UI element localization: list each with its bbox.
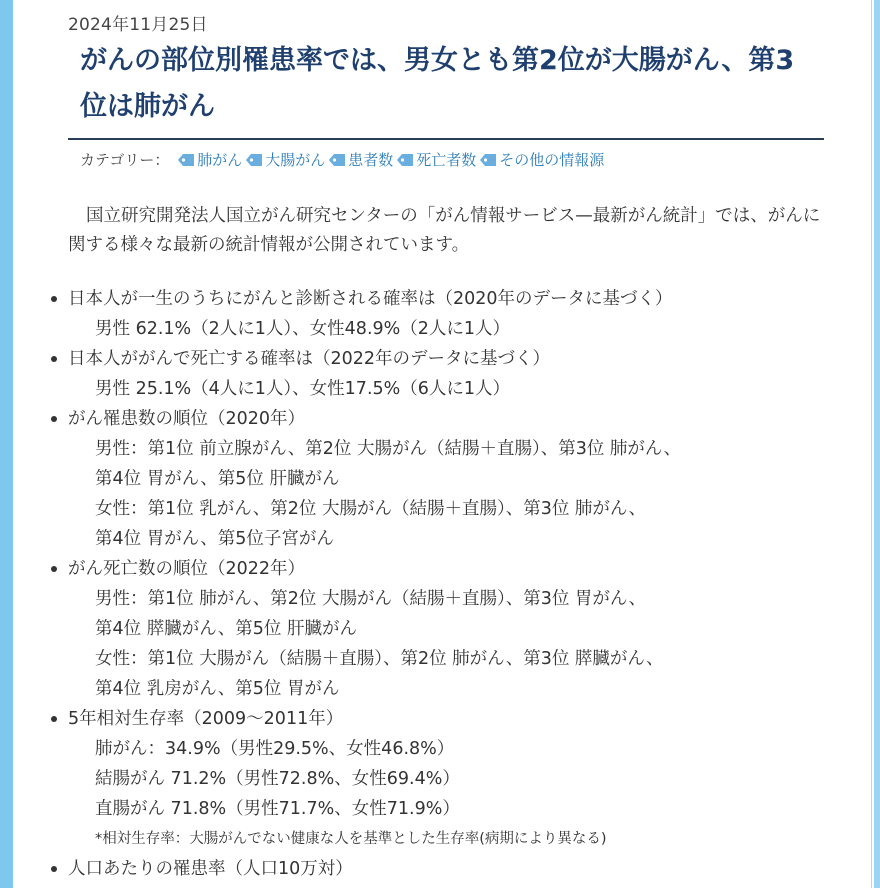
category-link[interactable] — [480, 151, 604, 169]
bullet-dot — [51, 716, 57, 722]
list-item-heading: 5年相対生存率（2009～2011年） — [68, 709, 344, 729]
category-link-label: 肺がん — [197, 151, 243, 169]
bullet-dot — [51, 296, 57, 302]
bullet-dot — [51, 356, 57, 362]
category-link-label: 患者数 — [348, 151, 394, 169]
list-item — [68, 704, 848, 854]
list-item-detail: 女性：第1位 大腸がん（結腸＋直腸）、第2位 肺がん、第3位 膵臓がん、 — [95, 649, 664, 669]
list-item-detail: 男性 25.1%（4人に1人）、女性17.5%（6人に1人） — [95, 379, 511, 399]
list-item — [68, 344, 848, 404]
category-link-label: 大腸がん — [265, 151, 326, 169]
list-item — [68, 554, 848, 704]
list-item — [68, 854, 848, 884]
intro-paragraph: 国立研究開発法人国立がん研究センターの「がん情報サービス—最新がん統計」では、がんに関する様々な最新の統計情報が公開されています。 — [68, 206, 821, 255]
list-item-detail: 直腸がん 71.8%（男性71.7%、女性71.9%） — [95, 799, 460, 819]
tag-icon — [329, 152, 345, 164]
list-item-detail: 男性：第1位 前立腺がん、第2位 大腸がん（結腸＋直腸）、第3位 肺がん、 — [95, 439, 681, 459]
tag-icon — [246, 152, 262, 164]
category-link[interactable] — [397, 151, 476, 169]
right-accent-bar — [874, 0, 880, 888]
list-item-heading: 日本人ががんで死亡する確率は（2022年のデータに基づく） — [68, 349, 551, 369]
list-item-heading: がん死亡数の順位（2022年） — [68, 559, 306, 579]
category-link-label: 死亡者数 — [416, 151, 477, 169]
list-item-heading: 人口あたりの罹患率（人口10万対） — [68, 859, 353, 879]
list-item — [68, 284, 848, 344]
post-date: 2024年11月25日 — [68, 15, 208, 35]
list-item-detail: 男性：第1位 肺がん、第2位 大腸がん（結腸＋直腸）、第3位 胃がん、 — [95, 589, 646, 609]
list-item-heading: 日本人が一生のうちにがんと診断される確率は（2020年のデータに基づく） — [68, 289, 673, 309]
category-link[interactable] — [246, 151, 325, 169]
list-item-detail: 第4位 乳房がん、第5位 胃がん — [95, 679, 340, 699]
list-item-detail: 第4位 胃がん、第5位 肝臓がん — [95, 469, 340, 489]
bullet-dot — [51, 416, 57, 422]
list-item-detail: 第4位 膵臓がん、第5位 肝臓がん — [95, 619, 357, 639]
category-list — [80, 149, 604, 170]
list-item-detail: 男性 62.1%（2人に1人）、女性48.9%（2人に1人） — [95, 319, 511, 339]
category-link-label: その他の情報源 — [499, 151, 605, 169]
tag-icon — [397, 152, 413, 164]
category-link[interactable] — [178, 151, 242, 169]
right-divider-line — [871, 0, 872, 888]
bullet-dot — [51, 866, 57, 872]
left-accent-bar — [0, 0, 13, 888]
list-item — [68, 404, 848, 554]
category-label: カテゴリー： — [80, 151, 170, 169]
tag-icon — [178, 152, 194, 164]
title-divider — [68, 138, 824, 140]
bullet-dot — [51, 566, 57, 572]
article-title: がんの部位別罹患率では、男女とも第2位が大腸がん、第3位は肺がん — [80, 45, 795, 122]
list-item-heading: がん罹患数の順位（2020年） — [68, 409, 306, 429]
list-item-detail: 女性：第1位 乳がん、第2位 大腸がん（結腸＋直腸）、第3位 肺がん、 — [95, 499, 646, 519]
fact-list — [68, 284, 848, 884]
tag-icon — [480, 152, 496, 164]
category-link[interactable] — [329, 151, 393, 169]
list-item-detail: 肺がん：34.9%（男性29.5%、女性46.8%） — [95, 739, 455, 759]
list-item-detail: 結腸がん 71.2%（男性72.8%、女性69.4%） — [95, 769, 460, 789]
list-item-detail: 第4位 胃がん、第5位子宮がん — [95, 529, 334, 549]
footnote: *相対生存率：大腸がんでない健康な人を基準とした生存率(病期により異なる) — [95, 831, 607, 847]
